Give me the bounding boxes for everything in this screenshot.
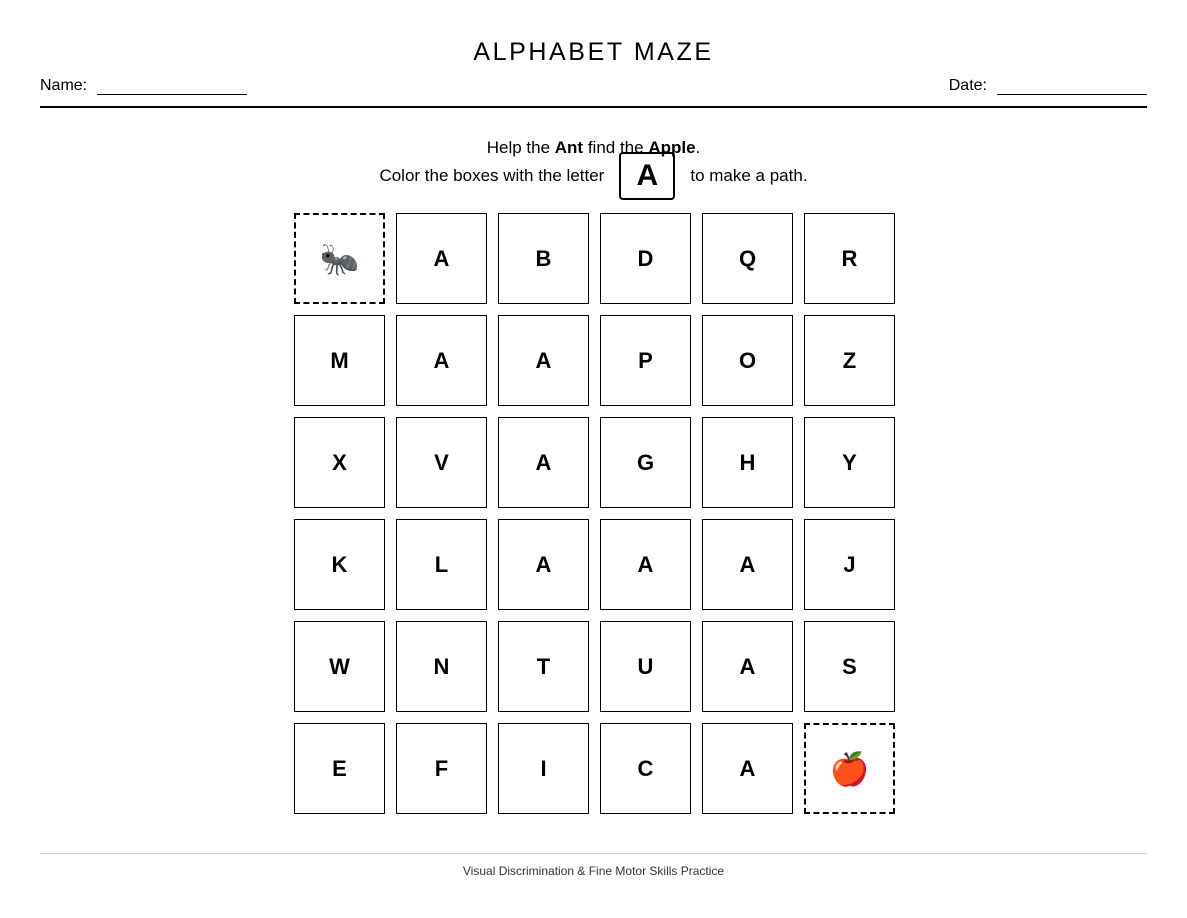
maze-cell[interactable]: R	[804, 213, 895, 304]
maze-cell[interactable]: C	[600, 723, 691, 814]
instruction-line-2	[0, 152, 1187, 200]
maze-cell[interactable]: A	[396, 315, 487, 406]
maze-cell[interactable]: O	[702, 315, 793, 406]
name-blank-line[interactable]	[97, 80, 247, 95]
maze-grid	[294, 213, 895, 814]
maze-cell[interactable]: A	[702, 519, 793, 610]
maze-cell[interactable]: A	[498, 315, 589, 406]
ant-icon: 🐜	[319, 240, 360, 277]
maze-cell[interactable]: A	[702, 621, 793, 712]
maze-cell[interactable]: L	[396, 519, 487, 610]
name-field	[40, 77, 247, 95]
footer-divider	[40, 853, 1147, 854]
instruction-text: Color the boxes with the letter	[379, 166, 605, 185]
instruction-text: .	[695, 138, 701, 157]
maze-cell[interactable]: A	[498, 417, 589, 508]
maze-start-cell[interactable]	[294, 213, 385, 304]
maze-cell[interactable]: A	[396, 213, 487, 304]
maze-cell[interactable]: A	[702, 723, 793, 814]
ant-word: Ant	[554, 138, 584, 157]
maze-cell[interactable]: A	[600, 519, 691, 610]
maze-end-cell[interactable]	[804, 723, 895, 814]
page-title: ALPHABET MAZE	[473, 38, 714, 66]
maze-cell[interactable]: H	[702, 417, 793, 508]
apple-icon: 🍎	[829, 750, 870, 787]
maze-cell[interactable]: S	[804, 621, 895, 712]
maze-cell[interactable]: V	[396, 417, 487, 508]
maze-cell[interactable]: M	[294, 315, 385, 406]
maze-cell[interactable]: F	[396, 723, 487, 814]
maze-cell[interactable]: P	[600, 315, 691, 406]
maze-cell[interactable]: J	[804, 519, 895, 610]
name-label: Name:	[40, 77, 88, 94]
maze-cell[interactable]: G	[600, 417, 691, 508]
maze-cell[interactable]: D	[600, 213, 691, 304]
maze-cell[interactable]: W	[294, 621, 385, 712]
maze-cell[interactable]: U	[600, 621, 691, 712]
date-blank-line[interactable]	[997, 80, 1147, 95]
instruction-text: Help the	[486, 138, 555, 157]
maze-cell[interactable]: A	[498, 519, 589, 610]
maze-cell[interactable]: Z	[804, 315, 895, 406]
maze-cell[interactable]: T	[498, 621, 589, 712]
date-label: Date:	[948, 77, 987, 94]
maze-cell[interactable]: X	[294, 417, 385, 508]
instruction-text: to make a path.	[690, 166, 808, 185]
maze-cell[interactable]: K	[294, 519, 385, 610]
maze-cell[interactable]: N	[396, 621, 487, 712]
maze-cell[interactable]: Y	[804, 417, 895, 508]
maze-cell[interactable]: I	[498, 723, 589, 814]
instruction-text: find the	[583, 138, 649, 157]
header-divider	[40, 106, 1147, 108]
target-letter-box: A	[619, 152, 675, 200]
footer-text: Visual Discrimination & Fine Motor Skills Practice	[462, 864, 725, 878]
date-field	[949, 77, 1147, 95]
maze-cell[interactable]: E	[294, 723, 385, 814]
apple-word: Apple	[648, 138, 696, 157]
maze-cell[interactable]: Q	[702, 213, 793, 304]
maze-cell[interactable]: B	[498, 213, 589, 304]
